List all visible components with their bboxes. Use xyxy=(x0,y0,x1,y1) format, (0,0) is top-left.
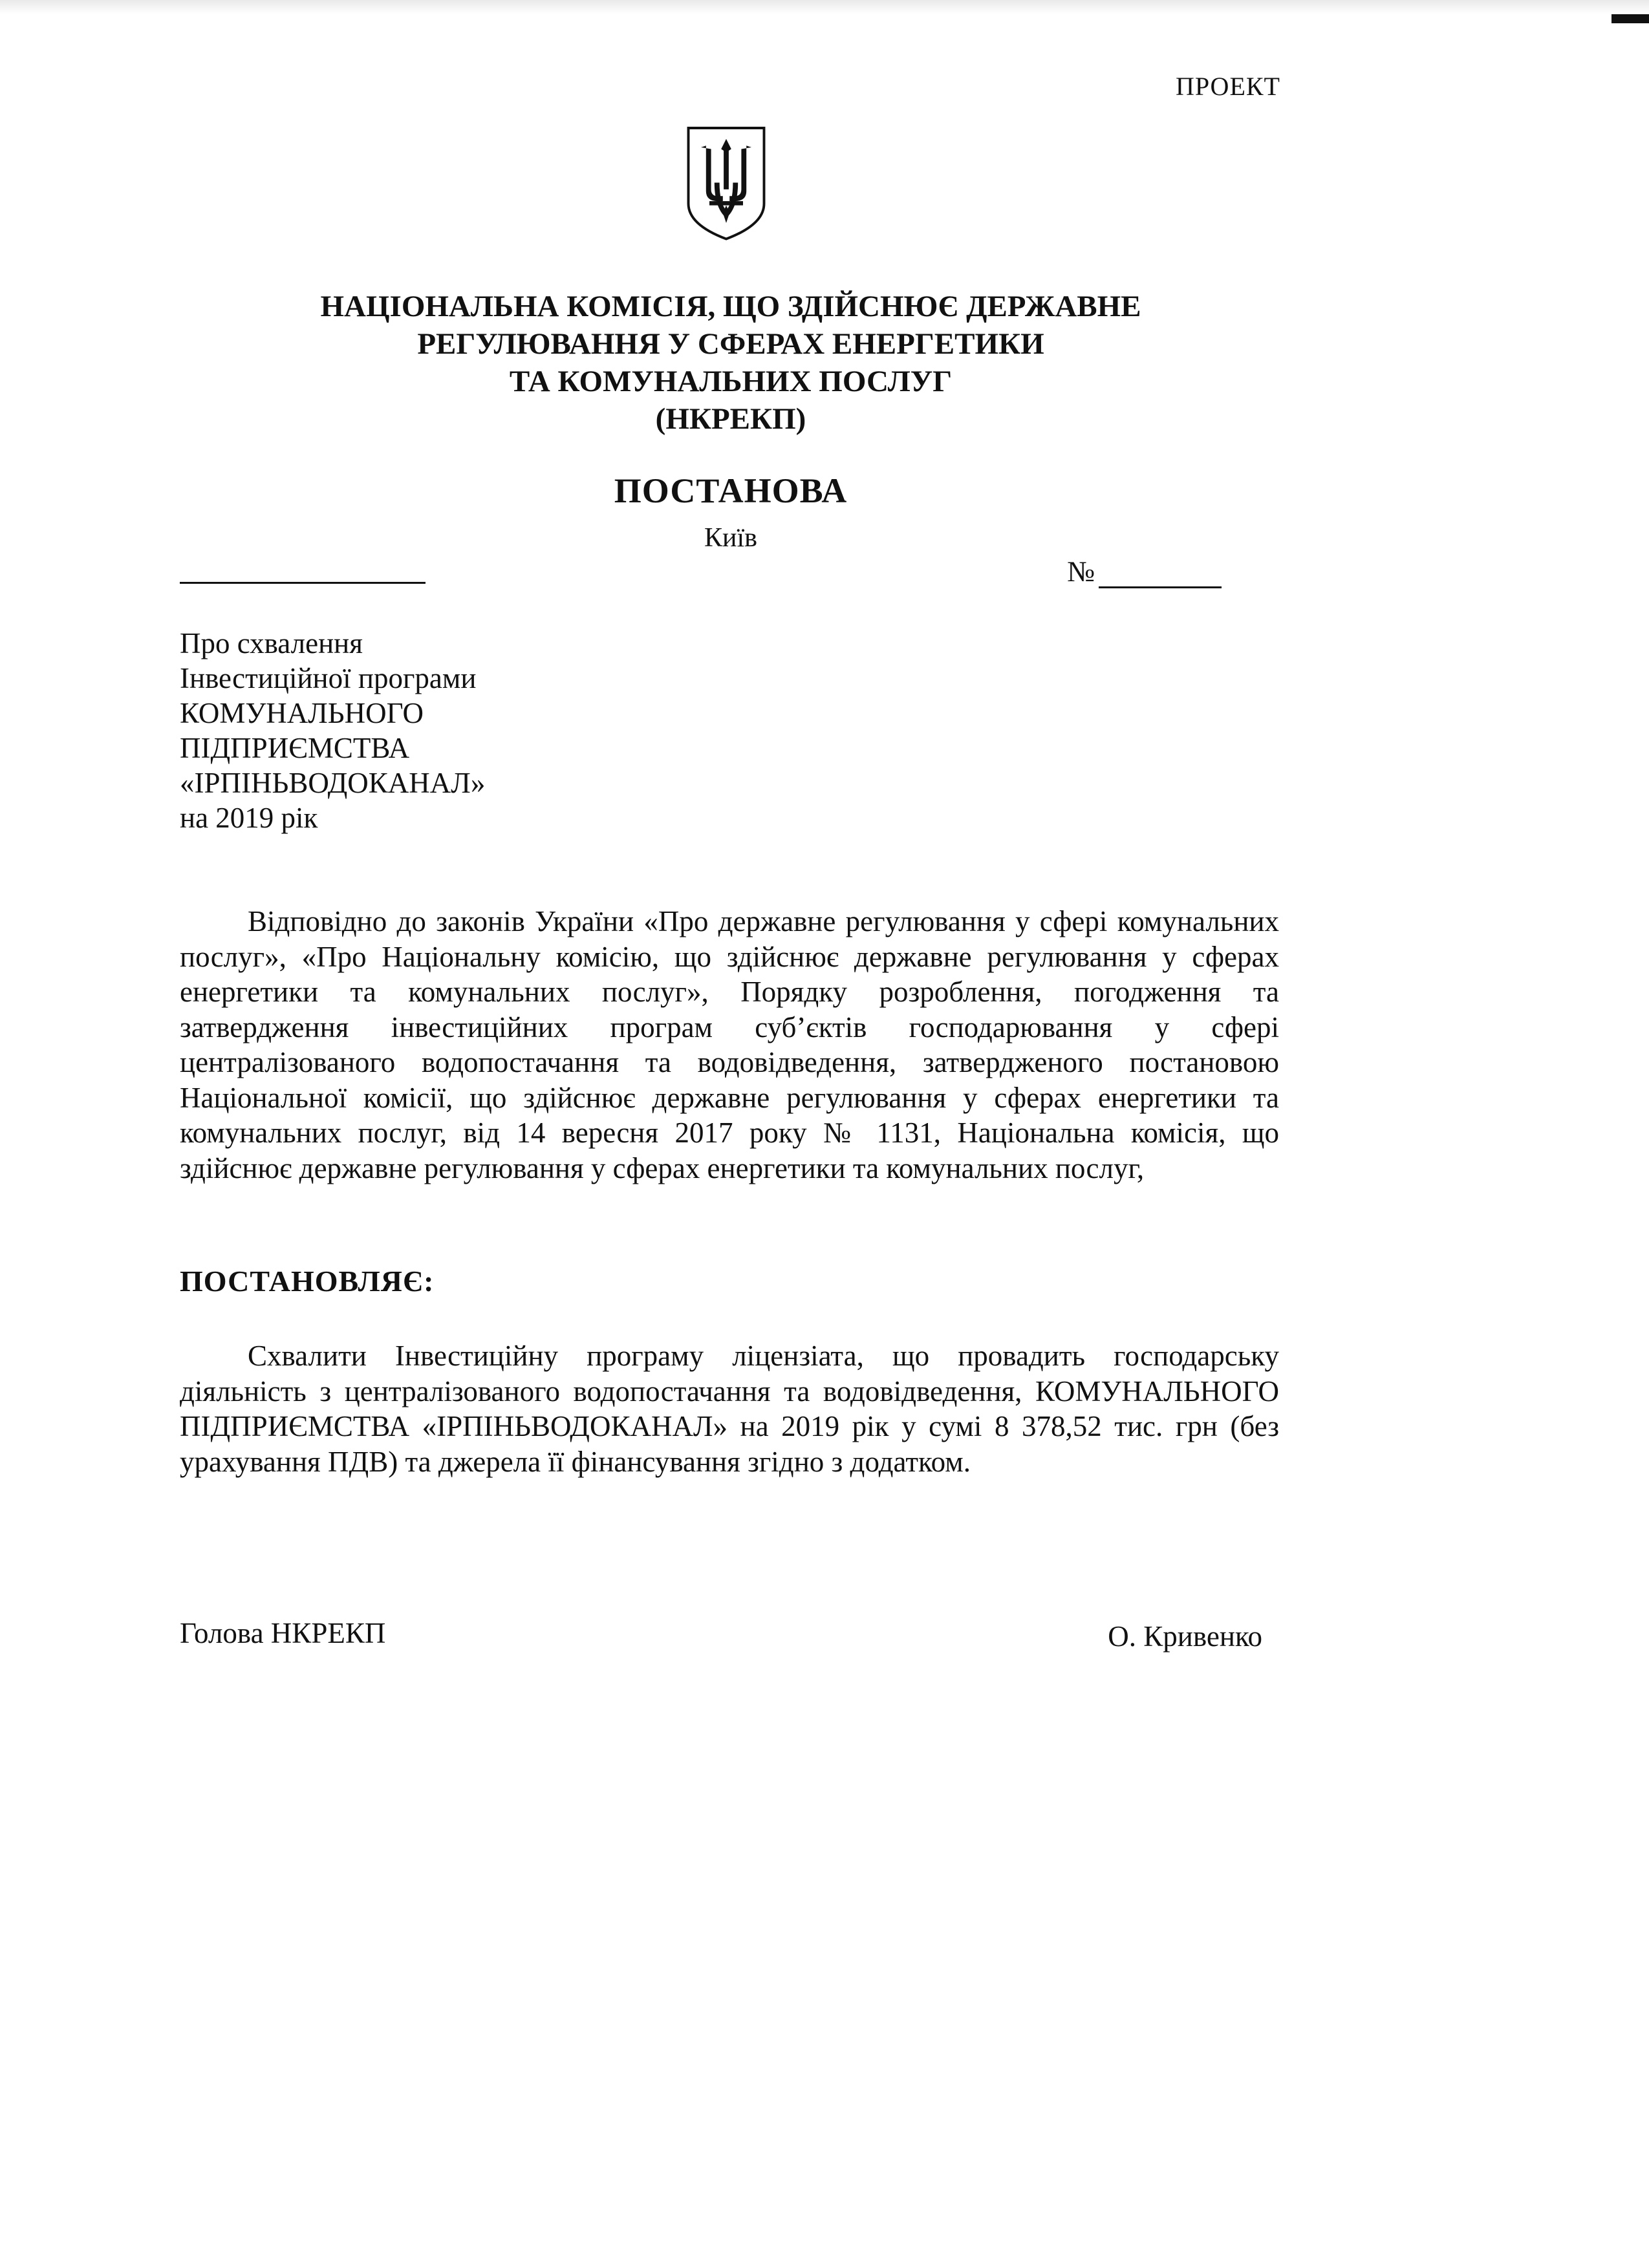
organization-line: НАЦІОНАЛЬНА КОМІСІЯ, ЩО ЗДІЙСНЮЄ ДЕРЖАВНЕ xyxy=(320,290,1141,323)
resolves-heading: ПОСТАНОВЛЯЄ: xyxy=(180,1265,435,1298)
organization-abbreviation: (НКРЕКП) xyxy=(655,402,806,436)
organization-line: РЕГУЛЮВАННЯ У СФЕРАХ ЕНЕРГЕТИКИ xyxy=(417,327,1044,361)
subject-block xyxy=(180,626,762,835)
subject-line: на 2019 рік xyxy=(180,802,318,834)
draft-label: ПРОЕКТ xyxy=(1175,72,1280,101)
scan-edge-shadow xyxy=(0,0,1649,14)
subject-line: «ІРПІНЬВОДОКАНАЛ» xyxy=(180,767,486,799)
number-label: № xyxy=(1067,555,1095,588)
preamble-paragraph: Відповідно до законів України «Про державне регулювання у сфері комунальних послуг», «Про Національну комісію, що здійснює державне регулювання у сферах енергетики та комунальних послуг», Порядку розроблення, погодження та затвердження інвестиційних програм суб’єктів господарювання у сфері централізованого водопостачання та водовідведення, затвердженого постановою Національної комісії, що здійснює державне регулювання у сферах енергетики та комунальних послуг, від 14 вересня 2017 року № 1131, Національна комісія, що здійснює державне регулювання у сферах енергетики та комунальних послуг, xyxy=(180,905,1279,1184)
subject-line: Інвестиційної програми xyxy=(180,662,477,694)
scan-corner-mark xyxy=(1611,14,1649,23)
subject-line: Про схвалення xyxy=(180,627,363,659)
number-blank-line xyxy=(1099,561,1222,588)
date-blank-line xyxy=(180,582,426,584)
subject-line: КОМУНАЛЬНОГО xyxy=(180,697,424,729)
organization-line: ТА КОМУНАЛЬНИХ ПОСЛУГ xyxy=(509,365,953,398)
organization-heading xyxy=(181,288,1280,438)
decision-paragraph: Схвалити Інвестиційну програму ліцензіата, що провадить господарську діяльність з централізованого водопостачання та водовідведення, КОМУНАЛЬНОГО ПІДПРИЄМСТВА «ІРПІНЬВОДОКАНАЛ» на 2019 рік у сумі 8 378,52 тис. грн (без урахування ПДВ) та джерела її фінансування згідно з додатком. xyxy=(180,1340,1279,1478)
signatory-title: Голова НКРЕКП xyxy=(180,1617,386,1649)
signatory-name: О. Кривенко xyxy=(1108,1620,1262,1653)
trident-coat-of-arms-icon xyxy=(684,123,768,242)
document-type: ПОСТАНОВА xyxy=(614,471,848,510)
city-label: Київ xyxy=(704,523,757,553)
document-number xyxy=(1067,555,1222,588)
subject-line: ПІДПРИЄМСТВА xyxy=(180,732,410,764)
